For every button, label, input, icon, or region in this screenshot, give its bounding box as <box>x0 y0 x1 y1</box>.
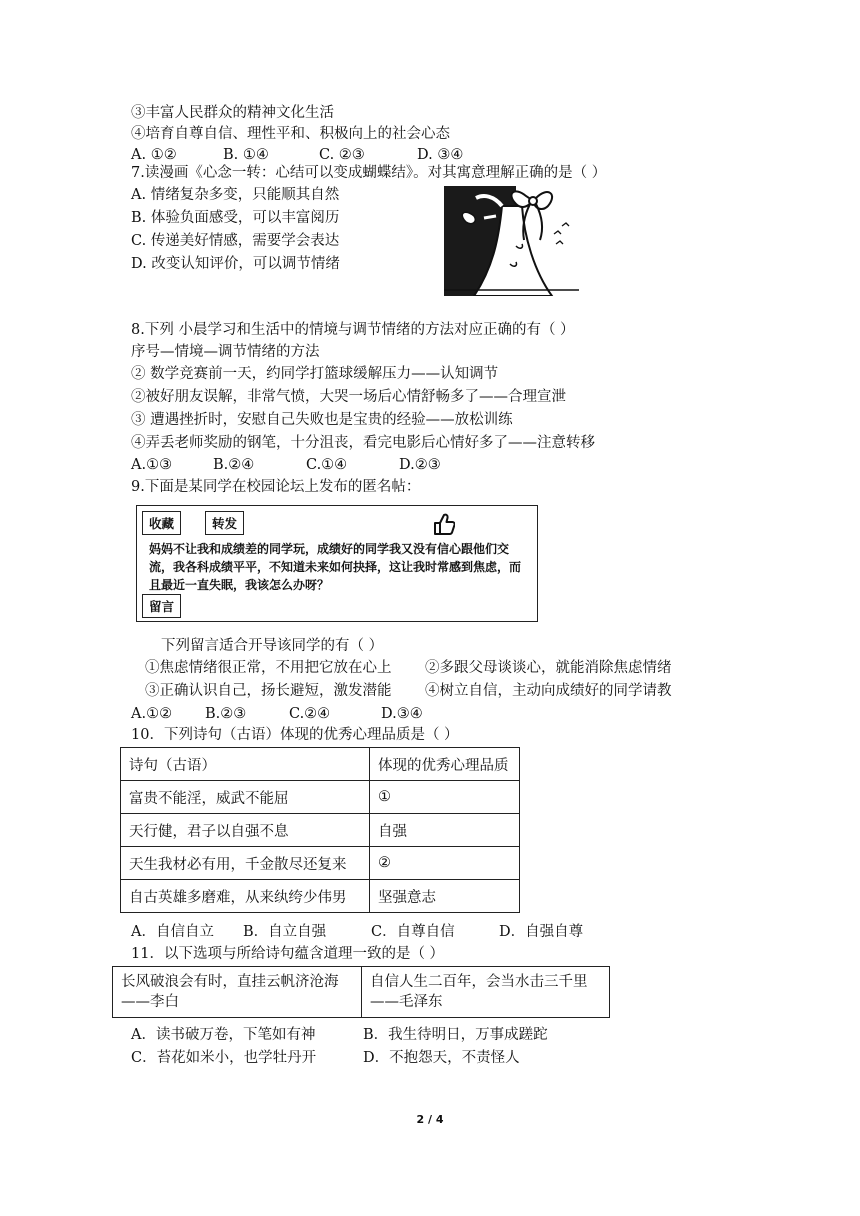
q9-option-c: C.②④ <box>289 706 331 722</box>
poem-line: 自信人生二百年，会当水击三千里 <box>370 974 588 990</box>
q6-option-c: C. ②③ <box>319 147 365 163</box>
q11-table <box>112 966 610 1018</box>
q9-stem: 9.下面是某同学在校园论坛上发布的匿名帖： <box>131 479 421 495</box>
q9-item-1: ①焦虑情绪很正常，不用把它放在心上 <box>145 660 392 676</box>
q11-options-row-1 <box>131 1025 548 1045</box>
q8-header: 序号—情境—调节情绪的方法 <box>131 344 320 360</box>
q8-item-3: ③ 遭遇挫折时，安慰自己失败也是宝贵的经验——放松训练 <box>131 412 513 428</box>
collect-button: 收藏 <box>142 511 181 535</box>
q6-options <box>131 145 463 165</box>
q9-item-4: ④树立自信，主动向成绩好的同学请教 <box>425 683 672 699</box>
q11-stem: 11．以下选项与所给诗句蕴含道理一致的是（ ） <box>131 946 445 962</box>
q10-table <box>120 747 520 913</box>
q9-option-d: D.③④ <box>381 706 423 722</box>
tree-bow-cartoon <box>444 186 579 296</box>
q10-option-c: C．自尊自信 <box>371 924 455 940</box>
q7-option-d: D. 改变认知评价，可以调节情绪 <box>131 256 340 272</box>
q8-stem: 8.下列 小晨学习和生活中的情境与调节情绪的方法对应正确的有（ ） <box>131 322 575 338</box>
q9-item-3: ③正确认识自己，扬长避短，激发潜能 <box>145 683 392 699</box>
q7-stem: 7.读漫画《心念一转：心结可以变成蝴蝶结》。对其寓意理解正确的是（ ） <box>131 165 607 181</box>
table-cell: 自强 <box>370 814 520 847</box>
q9-option-b: B.②③ <box>205 706 247 722</box>
table-row <box>121 781 520 814</box>
q10-options <box>131 922 583 942</box>
q11-option-c: C．苔花如米小，也学牡丹开 <box>131 1050 317 1066</box>
table-cell: ② <box>370 847 520 880</box>
table-row <box>113 967 610 1018</box>
table-row <box>121 748 520 781</box>
q10-option-b: B．自立自强 <box>243 924 327 940</box>
q10-option-a: A．自信自立 <box>131 924 214 940</box>
poem-author: ——李白 <box>121 994 179 1010</box>
forum-post <box>136 505 538 622</box>
table-cell: 富贵不能淫，威武不能屈 <box>121 781 370 814</box>
q8-option-d: D.②③ <box>399 457 441 473</box>
q7-option-a: A. 情绪复杂多变，只能顺其自然 <box>131 187 340 203</box>
table-cell: 天行健，君子以自强不息 <box>121 814 370 847</box>
q9-item-2: ②多跟父母谈谈心，就能消除焦虑情绪 <box>425 660 672 676</box>
table-cell <box>362 967 610 1018</box>
q7-option-b: B. 体验负面感受，可以丰富阅历 <box>131 210 340 226</box>
poem-author: ——毛泽东 <box>370 994 443 1010</box>
page-number: 2 / 4 <box>416 1113 444 1126</box>
table-row <box>121 847 520 880</box>
q6-option-b: B. ①④ <box>223 147 269 163</box>
q9-prompt: 下列留言适合开导该同学的有（ ） <box>161 638 384 654</box>
q6-item-3: ③丰富人民群众的精神文化生活 <box>131 105 334 121</box>
q8-options <box>131 455 441 475</box>
q6-option-d: D. ③④ <box>417 147 464 163</box>
table-cell: 天生我材必有用，千金散尽还复来 <box>121 847 370 880</box>
q8-option-c: C.①④ <box>306 457 348 473</box>
table-cell <box>113 967 362 1018</box>
q8-option-b: B.②④ <box>213 457 255 473</box>
q11-option-a: A．读书破万卷，下笔如有神 <box>131 1027 316 1043</box>
table-cell: 坚强意志 <box>370 880 520 913</box>
q9-options <box>131 704 423 724</box>
table-header-cell: 体现的优秀心理品质 <box>370 748 520 781</box>
q11-option-d: D．不抱怨天，不责怪人 <box>363 1050 520 1066</box>
q11-option-b: B．我生待明日，万事成蹉跎 <box>363 1027 548 1043</box>
q10-stem: 10．下列诗句（古语）体现的优秀心理品质是（ ） <box>131 727 459 743</box>
poem-line: 长风破浪会有时，直挂云帆济沧海 <box>121 974 339 990</box>
comment-button: 留言 <box>142 594 181 618</box>
post-text: 妈妈不让我和成绩差的同学玩，成绩好的同学我又没有信心跟他们交流，我各科成绩平平，不知道未来如何抉择，这让我时常感到焦虑，而且最近一直失眠，我该怎么办呀？ <box>149 542 522 592</box>
thumbs-up-icon <box>433 512 455 536</box>
table-row <box>121 880 520 913</box>
q8-option-a: A.①③ <box>131 457 173 473</box>
q8-item-2: ②被好朋友误解，非常气愤，大哭一场后心情舒畅多了——合理宣泄 <box>131 389 566 405</box>
table-header-cell: 诗句（古语） <box>121 748 370 781</box>
q6-option-a: A. ①② <box>131 147 177 163</box>
q9-option-a: A.①② <box>131 706 173 722</box>
table-row <box>121 814 520 847</box>
q6-item-4: ④培育自尊自信、理性平和、积极向上的社会心态 <box>131 126 450 142</box>
q8-item-1: ② 数学竞赛前一天，约同学打篮球缓解压力——认知调节 <box>131 366 499 382</box>
q10-option-d: D．自强自尊 <box>499 924 584 940</box>
q11-options-row-2 <box>131 1048 520 1068</box>
table-cell: ① <box>370 781 520 814</box>
q7-option-c: C. 传递美好情感，需要学会表达 <box>131 233 340 249</box>
table-cell: 自古英雄多磨难，从来纨绔少伟男 <box>121 880 370 913</box>
q8-item-4: ④弄丢老师奖励的钢笔，十分沮丧，看完电影后心情好多了——注意转移 <box>131 435 595 451</box>
share-button: 转发 <box>205 511 244 535</box>
